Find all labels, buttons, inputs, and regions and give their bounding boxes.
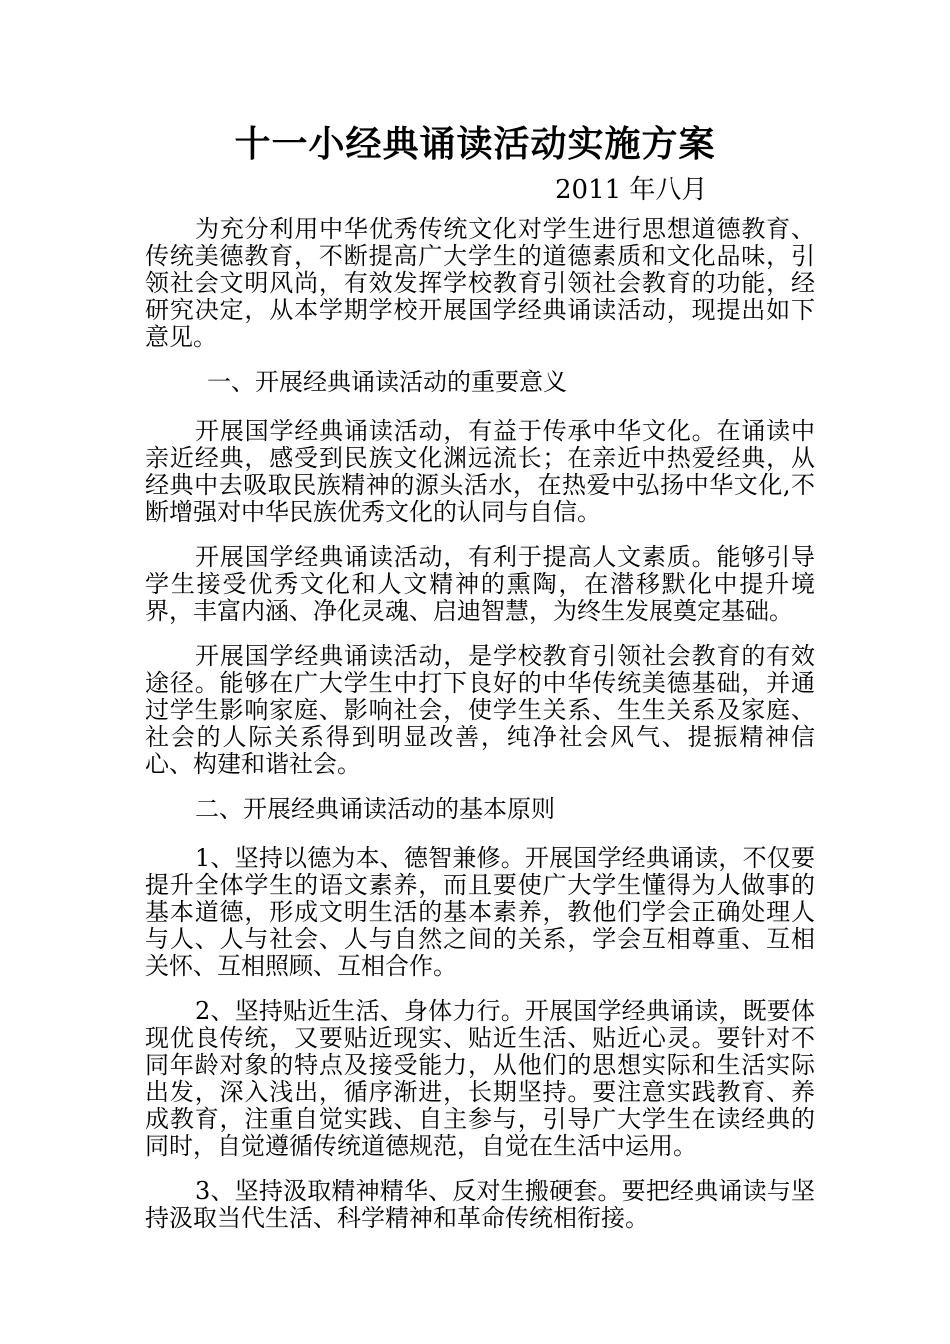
principle-3: 3、坚持汲取精神精华、反对生搬硬套。要把经典诵读与坚持汲取当代生活、科学精神和革命传统相衔接。 — [145, 1177, 815, 1232]
principle-2: 2、坚持贴近生活、身体力行。开展国学经典诵读，既要体现优良传统，又要贴近现实、贴近生活、贴近心灵。要针对不同年龄对象的特点及接受能力，从他们的思想实际和生活实际出发，深入浅出，循序渐进，长期坚持。要注意实践教育、养成教育，注重自觉实践、自主参与，引导广大学生在读经典的同时，自觉遵循传统道德规范，自觉在生活中运用。 — [145, 997, 815, 1160]
paragraph-humanities: 开展国学经典诵读活动，有利于提高人文素质。能够引导学生接受优秀文化和人文精神的熏陶，在潜移默化中提升境界，丰富内涵、净化灵魂、启迪智慧，为终生发展奠定基础。 — [145, 543, 815, 625]
section-heading-principles: 二、开展经典诵读活动的基本原则 — [195, 795, 555, 823]
document-title: 十一小经典诵读活动实施方案 — [234, 123, 716, 165]
paragraph-heritage: 开展国学经典诵读活动，有益于传承中华文化。在诵读中亲近经典，感受到民族文化渊远流长；在亲近中热爱经典，从经典中去吸取民族精神的源头活水，在热爱中弘扬中华文化,不断增强对中华民族优秀文化的认同与自信。 — [145, 417, 815, 526]
principle-1: 1、坚持以德为本、德智兼修。开展国学经典诵读，不仅要提升全体学生的语文素养，而且要使广大学生懂得为人做事的基本道德，形成文明生活的基本素养，教他们学会正确处理人与人、人与社会、人与自然之间的关系，学会互相尊重、互相关怀、互相照顾、互相合作。 — [145, 844, 815, 980]
paragraph-social-education: 开展国学经典诵读活动，是学校教育引领社会教育的有效途径。能够在广大学生中打下良好的中华传统美德基础，并通过学生影响家庭、影响社会，使学生关系、生生关系及家庭、社会的人际关系得到明显改善，纯净社会风气、提振精神信心、构建和谐社会。 — [145, 642, 815, 778]
section-heading-significance: 一、开展经典诵读活动的重要意义 — [207, 368, 567, 396]
intro-paragraph: 为充分利用中华优秀传统文化对学生进行思想道德教育、传统美德教育，不断提高广大学生的道德素质和文化品味，引领社会文明风尚，有效发挥学校教育引领社会教育的功能，经研究决定，从本学期学校开展国学经典诵读活动，现提出如下意见。 — [145, 215, 815, 351]
document-body — [145, 216, 815, 1250]
document-date: 2011 年八月 — [555, 175, 708, 205]
